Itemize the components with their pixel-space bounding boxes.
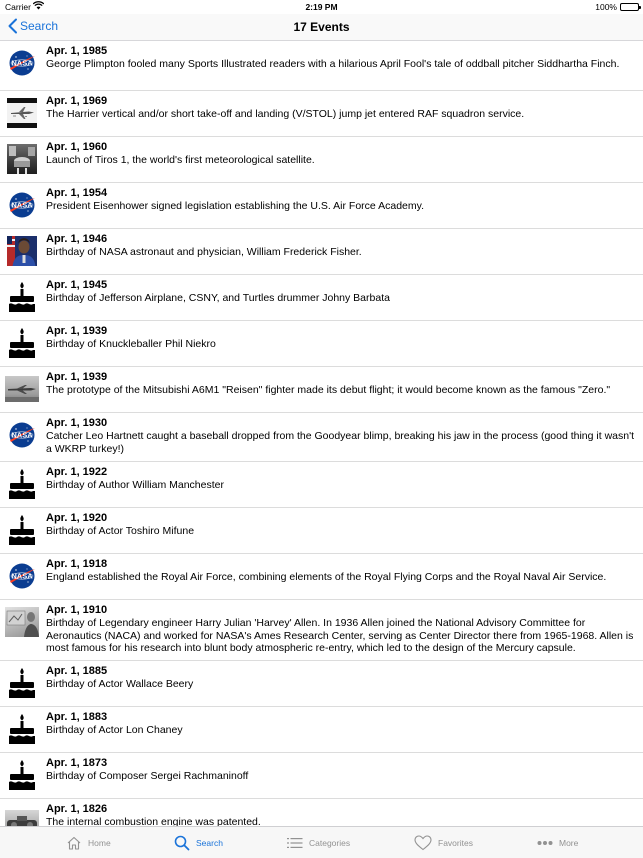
list-icon bbox=[287, 837, 303, 849]
engineer-photo-icon bbox=[5, 605, 39, 639]
event-row[interactable] bbox=[0, 229, 643, 275]
event-date: Apr. 1, 1873 bbox=[46, 757, 108, 769]
event-description: Birthday of NASA astronaut and physician, William Frederick Fisher. bbox=[46, 246, 362, 258]
birthday-cake-icon bbox=[5, 513, 39, 547]
event-date: Apr. 1, 1883 bbox=[46, 711, 108, 723]
event-row[interactable] bbox=[0, 508, 643, 554]
event-description: The internal combustion engine was patented. bbox=[46, 816, 261, 826]
svg-text:NASA: NASA bbox=[11, 58, 33, 68]
event-date: Apr. 1, 1885 bbox=[46, 665, 108, 677]
event-row[interactable] bbox=[0, 554, 643, 600]
heart-icon bbox=[414, 835, 432, 851]
event-description: Catcher Leo Hartnett caught a baseball dropped from the Goodyear blimp, breaking his jaw in the process (good thing it wasn't a WKRP turkey!) bbox=[46, 430, 635, 455]
birthday-cake-icon bbox=[5, 712, 39, 746]
event-date: Apr. 1, 1969 bbox=[46, 95, 108, 107]
event-description: Birthday of Composer Sergei Rachmaninoff bbox=[46, 770, 249, 782]
event-row[interactable] bbox=[0, 275, 643, 321]
event-description: George Plimpton fooled many Sports Illustrated readers with a hilarious April Fool's tale of oddball pitcher Siddhartha Finch. bbox=[46, 58, 620, 70]
event-date: Apr. 1, 1960 bbox=[46, 141, 108, 153]
tab-categories[interactable] bbox=[287, 832, 350, 854]
battery-icon bbox=[620, 3, 639, 11]
event-description: The prototype of the Mitsubishi A6M1 "Reisen" fighter made its debut flight; it would become known as the famous "Zero." bbox=[46, 384, 611, 396]
event-row[interactable] bbox=[0, 413, 643, 462]
nasa-logo-icon bbox=[5, 559, 39, 593]
birthday-cake-icon bbox=[5, 467, 39, 501]
event-date: Apr. 1, 1918 bbox=[46, 558, 108, 570]
event-date: Apr. 1, 1954 bbox=[46, 187, 108, 199]
event-date: Apr. 1, 1922 bbox=[46, 466, 108, 478]
event-row[interactable] bbox=[0, 91, 643, 137]
event-row[interactable] bbox=[0, 137, 643, 183]
more-icon bbox=[537, 840, 553, 846]
back-button-label: Search bbox=[20, 19, 59, 33]
event-row[interactable] bbox=[0, 367, 643, 413]
event-date: Apr. 1, 1985 bbox=[46, 45, 108, 57]
event-description: The Harrier vertical and/or short take-off and landing (V/STOL) jump jet entered RAF squadron service. bbox=[46, 108, 525, 120]
birthday-cake-icon bbox=[5, 758, 39, 792]
astronaut-portrait-photo-icon bbox=[5, 234, 39, 268]
event-description: Launch of Tiros 1, the world's first meteorological satellite. bbox=[46, 154, 315, 166]
event-date: Apr. 1, 1920 bbox=[46, 512, 108, 524]
page-title: 17 Events bbox=[293, 20, 350, 34]
tab-favorites[interactable] bbox=[414, 832, 473, 854]
event-row[interactable] bbox=[0, 799, 643, 826]
tab-favorites-label: Favorites bbox=[438, 838, 473, 848]
birthday-cake-icon bbox=[5, 280, 39, 314]
clock: 2:19 PM bbox=[305, 2, 338, 12]
search-icon bbox=[174, 835, 190, 851]
birthday-cake-icon bbox=[5, 666, 39, 700]
nasa-logo-icon bbox=[5, 188, 39, 222]
event-description: Birthday of Jefferson Airplane, CSNY, and Turtles drummer Johny Barbata bbox=[46, 292, 390, 304]
event-description: President Eisenhower signed legislation establishing the U.S. Air Force Academy. bbox=[46, 200, 425, 212]
status-bar bbox=[0, 0, 643, 14]
tiros-satellite-photo-icon bbox=[5, 142, 39, 176]
event-date: Apr. 1, 1945 bbox=[46, 279, 108, 291]
tab-search[interactable] bbox=[174, 832, 223, 854]
event-description: Birthday of Knuckleballer Phil Niekro bbox=[46, 338, 216, 350]
event-row[interactable] bbox=[0, 707, 643, 753]
event-row[interactable] bbox=[0, 753, 643, 799]
battery-percentage: 100% bbox=[595, 2, 617, 12]
svg-text:NASA: NASA bbox=[11, 200, 33, 210]
event-date: Apr. 1, 1939 bbox=[46, 325, 108, 337]
tab-search-label: Search bbox=[196, 838, 223, 848]
event-row[interactable] bbox=[0, 462, 643, 508]
nasa-logo-icon bbox=[5, 46, 39, 80]
home-icon bbox=[66, 836, 82, 850]
nasa-logo-icon bbox=[5, 418, 39, 452]
event-list[interactable] bbox=[0, 41, 643, 826]
svg-text:NASA: NASA bbox=[11, 430, 33, 440]
event-date: Apr. 1, 1939 bbox=[46, 371, 108, 383]
fighter-plane-photo-icon bbox=[5, 372, 39, 406]
event-date: Apr. 1, 1930 bbox=[46, 417, 108, 429]
tab-bar bbox=[0, 826, 643, 858]
navigation-bar bbox=[0, 14, 643, 41]
event-description: Birthday of Actor Wallace Beery bbox=[46, 678, 194, 690]
tab-home[interactable] bbox=[66, 832, 111, 854]
event-description: Birthday of Actor Lon Chaney bbox=[46, 724, 183, 736]
event-date: Apr. 1, 1910 bbox=[46, 604, 108, 616]
event-row[interactable] bbox=[0, 321, 643, 367]
carrier-label: Carrier bbox=[5, 2, 31, 12]
tab-more-label: More bbox=[559, 838, 579, 848]
event-date: Apr. 1, 1946 bbox=[46, 233, 108, 245]
event-row[interactable] bbox=[0, 661, 643, 707]
event-description: Birthday of Author William Manchester bbox=[46, 479, 224, 491]
event-description: Birthday of Legendary engineer Harry Julian 'Harvey' Allen. In 1936 Allen joined the National Advisory Committee for Aeronautics (NACA) and worked for NASA's Ames Research Center, serving as Center Director there from 1965-1968. Allen is most famous for his research into blunt body atmospheric re-entry, which led to the design of the Mercury capsule. bbox=[46, 617, 634, 654]
engine-photo-icon bbox=[5, 804, 39, 826]
birthday-cake-icon bbox=[5, 326, 39, 360]
harrier-jet-photo-icon bbox=[5, 96, 39, 130]
tab-home-label: Home bbox=[88, 838, 111, 848]
event-row[interactable] bbox=[0, 600, 643, 661]
event-description: England established the Royal Air Force, combining elements of the Royal Flying Corps and the Royal Naval Air Service. bbox=[46, 571, 607, 583]
svg-text:NASA: NASA bbox=[11, 571, 33, 581]
event-row[interactable] bbox=[0, 183, 643, 229]
tab-categories-label: Categories bbox=[309, 838, 351, 848]
event-description: Birthday of Actor Toshiro Mifune bbox=[46, 525, 195, 537]
tab-more[interactable] bbox=[537, 832, 578, 854]
event-row[interactable] bbox=[0, 41, 643, 91]
event-date: Apr. 1, 1826 bbox=[46, 803, 108, 815]
